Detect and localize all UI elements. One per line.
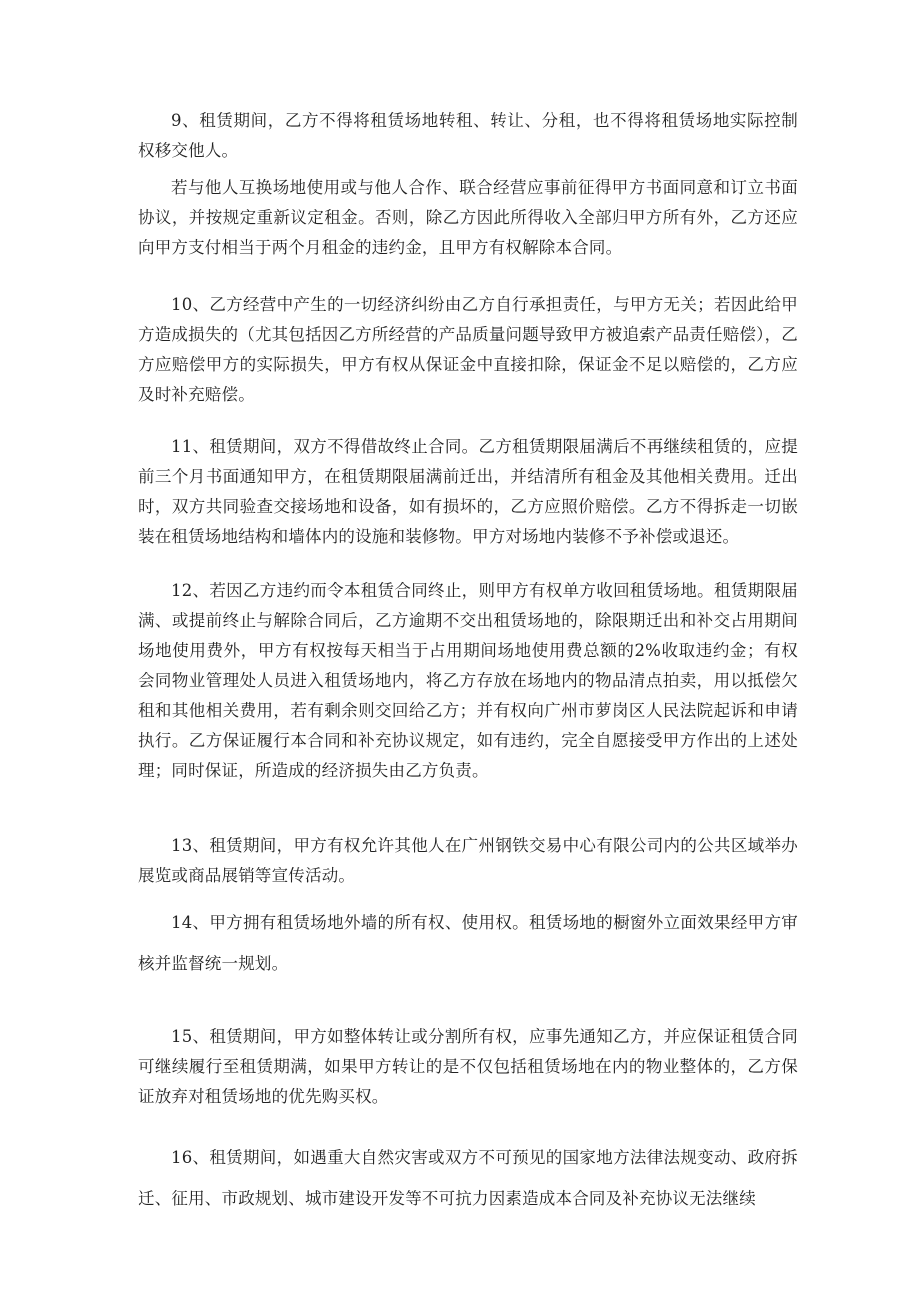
clause-9-continuation-paragraph: 若与他人互换场地使用或与他人合作、联合经营应事前征得甲方书面同意和订立书面协议，并按规定重新议定租金。否则，除乙方因此所得收入全部归甲方所有外，乙方还应向甲方支付相当于两个月租金的违约金，且甲方有权解除本合同。: [138, 178, 798, 257]
clause-15-paragraph: 15、租赁期间，甲方如整体转让或分割所有权，应事先通知乙方，并应保证租赁合同可继续履行至租赁期满，如果甲方转让的是不仅包括租赁场地在内的物业整体的，乙方保证放弃对租赁场地的优先购买权。: [138, 1027, 798, 1106]
clause-16-paragraph: 16、租赁期间，如遇重大自然灾害或双方不可预见的国家地方法律法规变动、政府拆迁、征用、市政规划、城市建设开发等不可抗力因素造成本合同及补充协议无法继续: [138, 1148, 798, 1208]
clause-9-paragraph: 9、租赁期间，乙方不得将租赁场地转租、转让、分租，也不得将租赁场地实际控制权移交他人。: [138, 111, 798, 160]
clause-14-paragraph: 14、甲方拥有租赁场地外墙的所有权、使用权。租赁场地的橱窗外立面效果经甲方审核并监督统一规划。: [138, 913, 798, 973]
clause-11-paragraph: 11、租赁期间，双方不得借故终止合同。乙方租赁期限届满后不再继续租赁的，应提前三个月书面通知甲方，在租赁期限届满前迁出，并结清所有租金及其他相关费用。迁出时，双方共同验查交接场地和设备，如有损坏的，乙方应照价赔偿。乙方不得拆走一切嵌装在租赁场地结构和墙体内的设施和装修物。甲方对场地内装修不予补偿或退还。: [138, 437, 798, 546]
clause-13-paragraph: 13、租赁期间，甲方有权允许其他人在广州钢铁交易中心有限公司内的公共区域举办展览或商品展销等宣传活动。: [138, 836, 798, 885]
clause-10-paragraph: 10、乙方经营中产生的一切经济纠纷由乙方自行承担责任，与甲方无关；若因此给甲方造成损失的（尤其包括因乙方所经营的产品质量问题导致甲方被追索产品责任赔偿），乙方应赔偿甲方的实际损失，甲方有权从保证金中直接扣除，保证金不足以赔偿的，乙方应及时补充赔偿。: [138, 295, 798, 404]
clause-12-paragraph: 12、若因乙方违约而令本租赁合同终止，则甲方有权单方收回租赁场地。租赁期限届满、或提前终止与解除合同后，乙方逾期不交出租赁场地的，除限期迁出和补交占用期间场地使用费外，甲方有权按每天相当于占用期间场地使用费总额的2%收取违约金；有权会同物业管理处人员进入租赁场地内，将乙方存放在场地内的物品清点拍卖，用以抵偿欠租和其他相关费用，若有剩余则交回给乙方；并有权向广州市萝岗区人民法院起诉和申请执行。乙方保证履行本合同和补充协议规定，如有违约，完全自愿接受甲方作出的上述处理；同时保证，所造成的经济损失由乙方负责。: [138, 581, 798, 780]
